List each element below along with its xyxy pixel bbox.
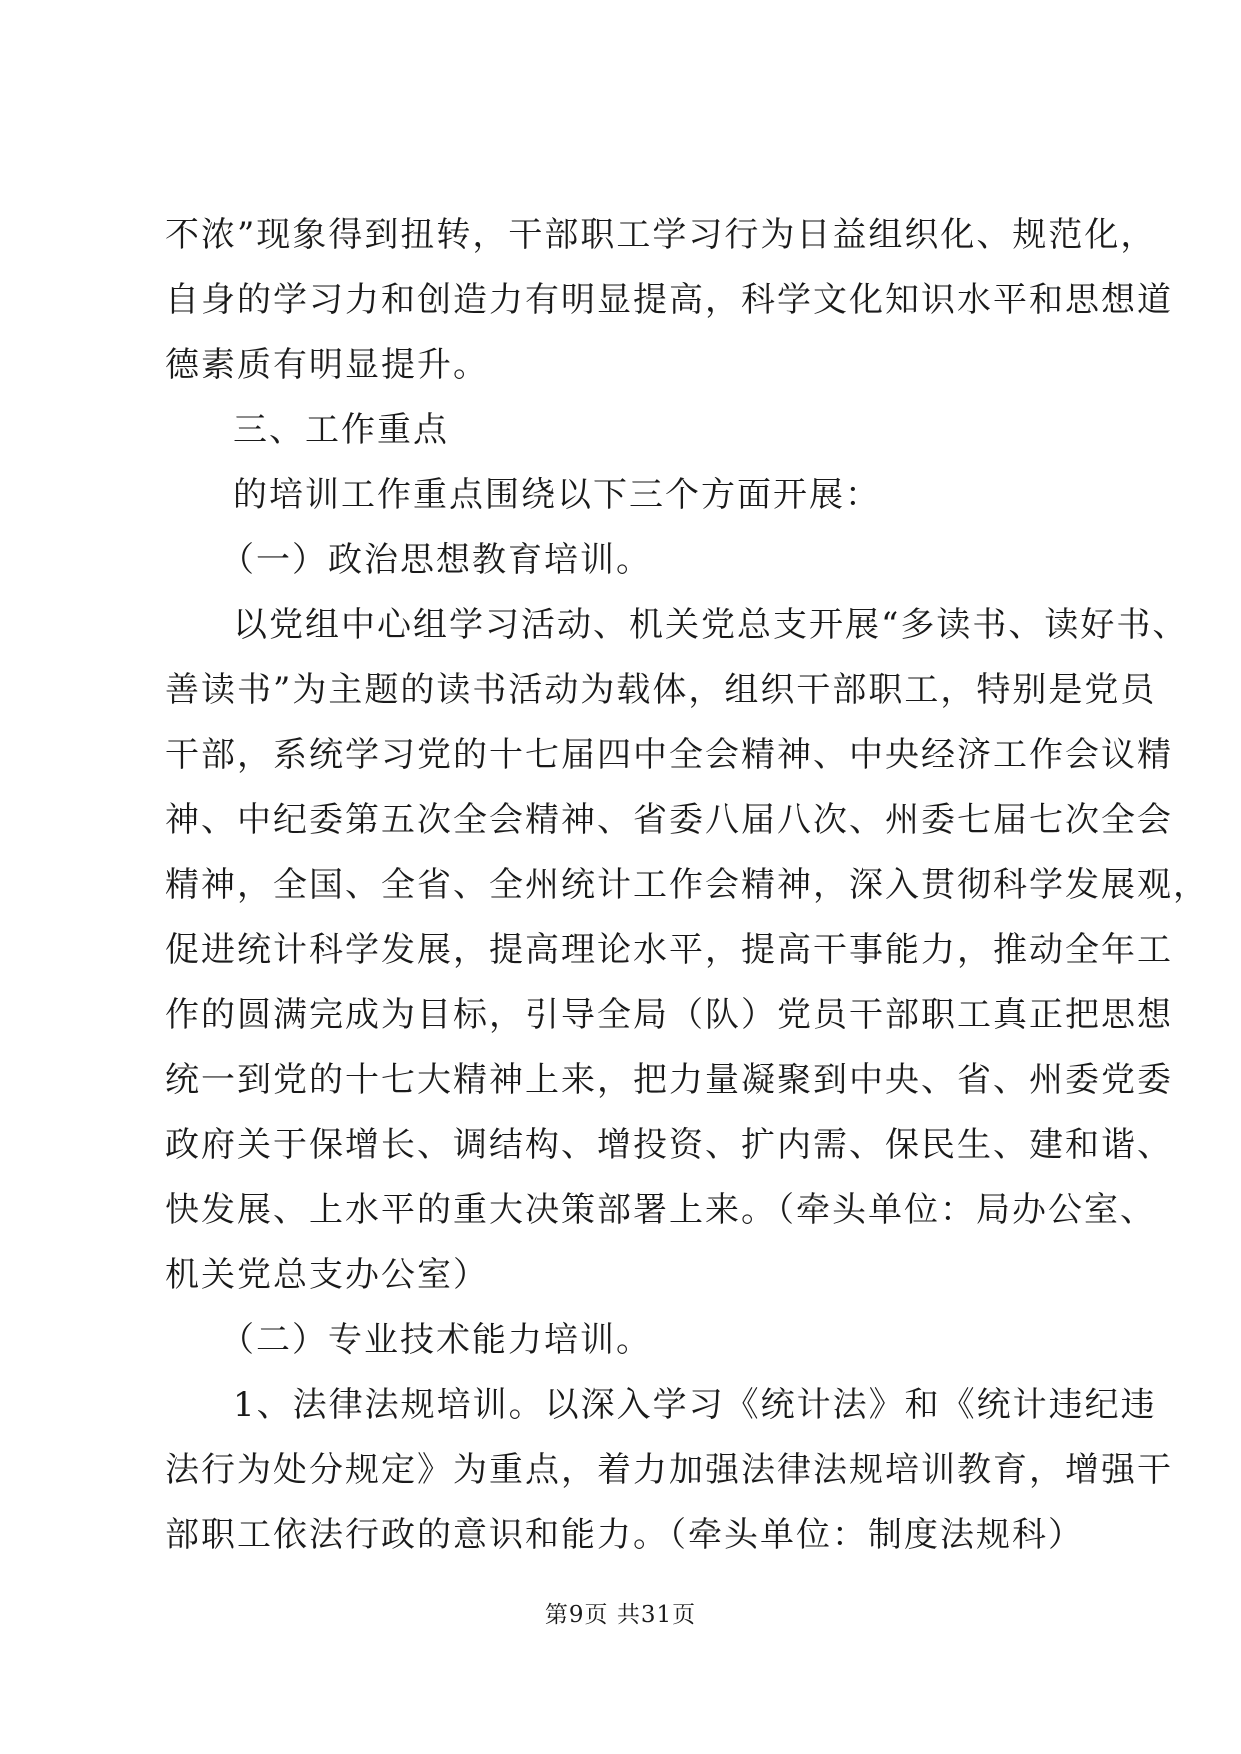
text-line: 以党组中心组学习活动、机关党总支开展“多读书、读好书、 [233,605,1189,645]
section-heading: 三、工作重点 [233,410,449,450]
text-line: 1、法律法规培训。以深入学习《统计法》和《统计违纪违 [233,1385,1157,1425]
text-line: 干部，系统学习党的十七届四中全会精神、中央经济工作会议精 [165,735,1173,775]
text-line: 精神，全国、全省、全州统计工作会精神，深入贯彻科学发展观， [165,865,1209,905]
text-line: 政府关于保增长、调结构、增投资、扩内需、保民生、建和谐、 [165,1125,1173,1165]
text-line: 法行为处分规定》为重点，着力加强法律法规培训教育，增强干 [165,1450,1173,1490]
text-line: 自身的学习力和创造力有明显提高，科学文化知识水平和思想道 [165,280,1173,320]
document-body [165,203,1209,1568]
subsection-heading: （二）专业技术能力培训。 [220,1320,652,1360]
page-footer [0,1600,1241,1630]
text-line: 的培训工作重点围绕以下三个方面开展： [233,475,881,515]
text-line: 快发展、上水平的重大决策部署上来。（牵头单位：局办公室、 [165,1190,1156,1230]
text-line: 不浓”现象得到扭转，干部职工学习行为日益组织化、规范化， [165,215,1157,255]
text-line: 德素质有明显提升。 [165,345,489,385]
text-line: 神、中纪委第五次全会精神、省委八届八次、州委七届七次全会 [165,800,1173,840]
text-line: 部职工依法行政的意识和能力。（牵头单位：制度法规科） [165,1515,1084,1555]
text-line: 统一到党的十七大精神上来，把力量凝聚到中央、省、州委党委 [165,1060,1173,1100]
text-line: 作的圆满完成为目标，引导全局（队）党员干部职工真正把思想 [165,995,1173,1035]
page-number: 第9页 共31页 [544,1602,697,1628]
subsection-heading: （一）政治思想教育培训。 [220,540,652,580]
text-line: 促进统计科学发展，提高理论水平，提高干事能力，推动全年工 [165,930,1173,970]
text-line: 机关党总支办公室） [165,1255,489,1295]
text-line: 善读书”为主题的读书活动为载体，组织干部职工，特别是党员 [165,670,1157,710]
